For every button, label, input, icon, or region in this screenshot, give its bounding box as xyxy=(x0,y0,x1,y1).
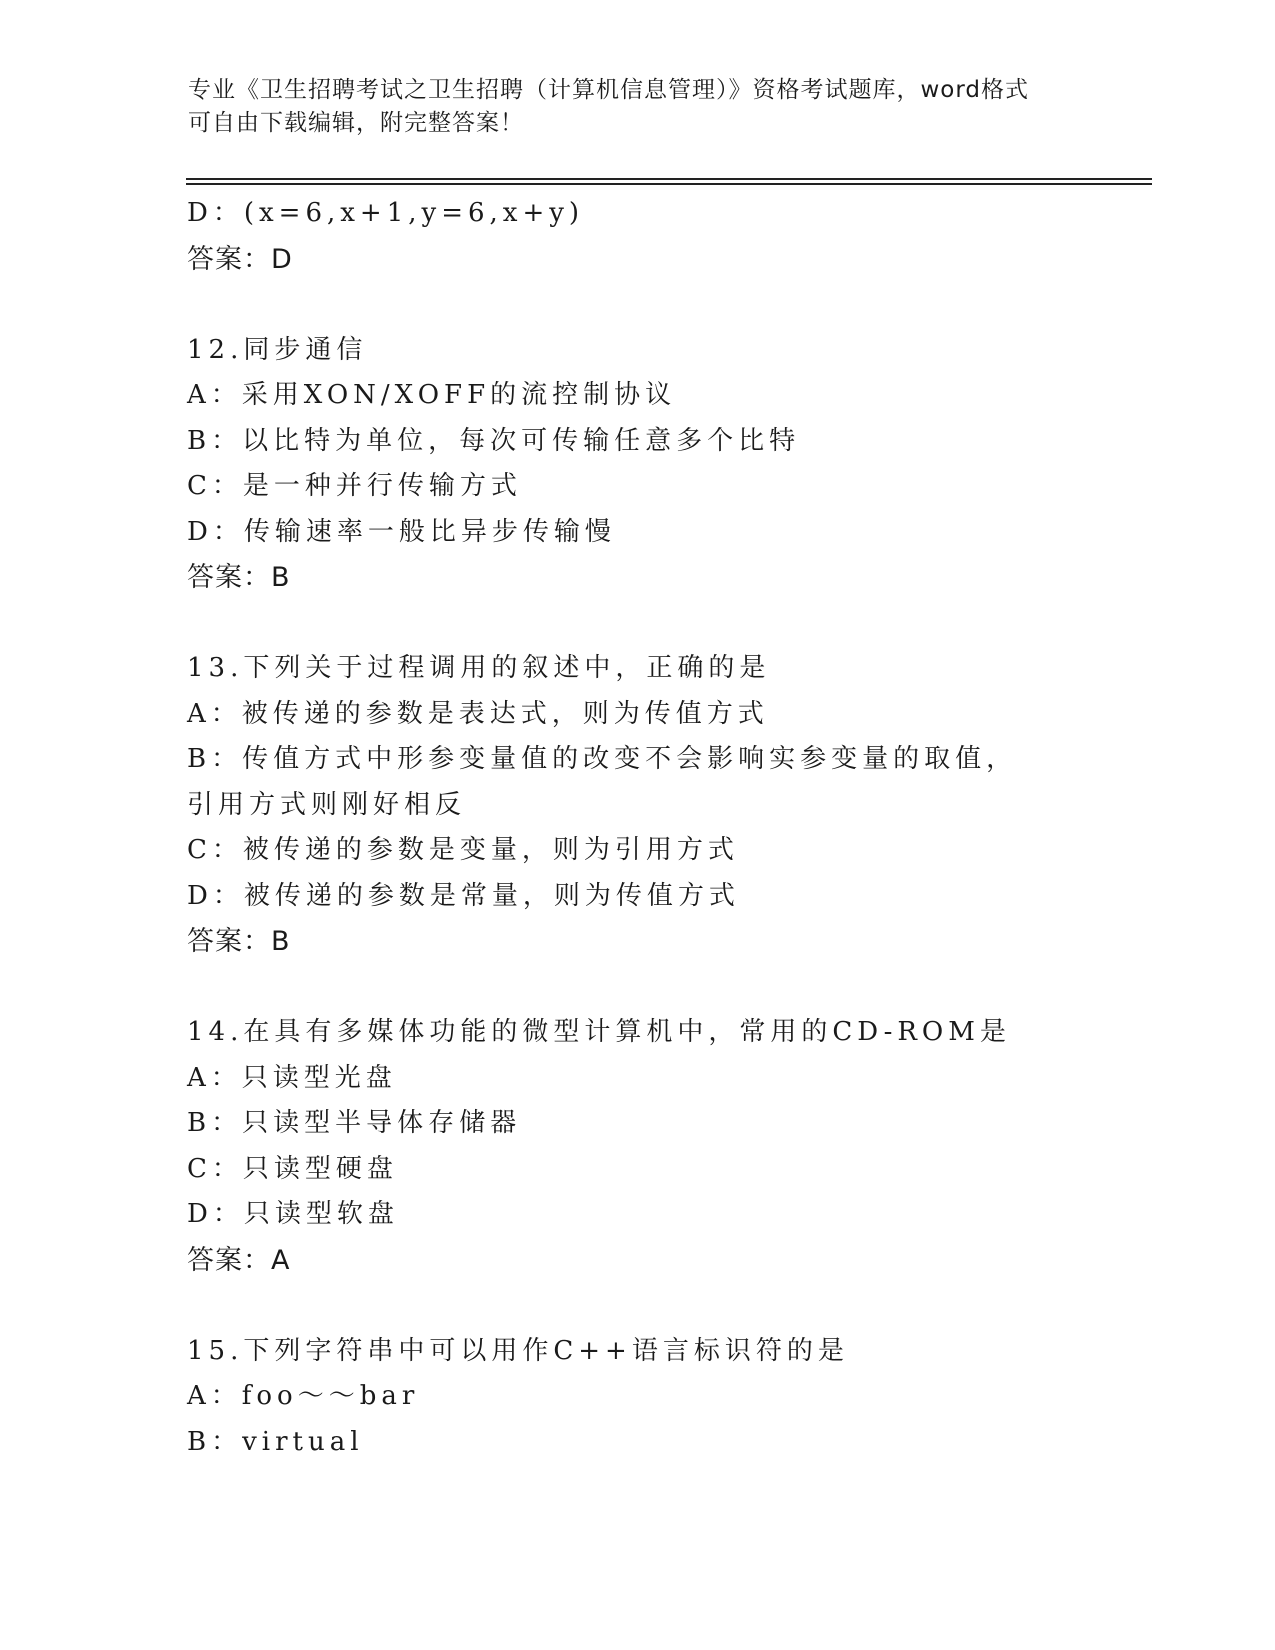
question-11-continued xyxy=(187,191,1087,282)
document-body xyxy=(187,191,1087,1465)
option-c: C：被传递的参数是变量，则为引用方式 xyxy=(187,835,739,865)
option-c: C：是一种并行传输方式 xyxy=(187,471,522,501)
header-line-2: 可自由下载编辑，附完整答案！ xyxy=(188,110,524,136)
question-title: 15.下列字符串中可以用作C++语言标识符的是 xyxy=(187,1335,849,1366)
answer: 答案：D xyxy=(187,243,293,275)
question-title: 14.在具有多媒体功能的微型计算机中，常用的CD-ROM是 xyxy=(187,1017,1011,1047)
option-a: A：采用XON/XOFF的流控制协议 xyxy=(187,380,677,410)
option-c: C：只读型硬盘 xyxy=(187,1153,398,1184)
question-title: 13.下列关于过程调用的叙述中，正确的是 xyxy=(187,653,771,683)
option-a: A：只读型光盘 xyxy=(187,1062,397,1093)
option-b: B：传值方式中形参变量值的改变不会影响实参变量的取值，引用方式则刚好相反 xyxy=(187,744,1018,820)
answer: 答案：A xyxy=(187,1244,291,1276)
option-a: A：foo～～bar xyxy=(187,1381,420,1411)
question-15 xyxy=(187,1329,1087,1466)
option-a: A：被传递的参数是表达式，则为传值方式 xyxy=(187,698,769,729)
document-header xyxy=(188,74,1088,140)
option-b: B：只读型半导体存储器 xyxy=(187,1108,522,1138)
question-12 xyxy=(187,328,1087,601)
question-title: 12.同步通信 xyxy=(187,334,368,365)
option-b: B：virtual xyxy=(187,1426,364,1457)
option-b: B：以比特为单位，每次可传输任意多个比特 xyxy=(187,425,801,456)
answer: 答案：B xyxy=(187,926,291,957)
option-d: D：(x=6,x+1,y=6,x+y) xyxy=(187,198,585,228)
option-d: D：被传递的参数是常量，则为传值方式 xyxy=(187,880,740,911)
answer: 答案：B xyxy=(187,562,291,593)
question-13 xyxy=(187,646,1087,965)
header-divider-top xyxy=(186,178,1152,180)
header-line-1: 专业《卫生招聘考试之卫生招聘（计算机信息管理）》资格考试题库，word格式 xyxy=(188,77,1030,103)
question-14 xyxy=(187,1010,1087,1283)
option-d: D：传输速率一般比异步传输慢 xyxy=(187,516,616,547)
option-d: D：只读型软盘 xyxy=(187,1199,399,1229)
header-divider-bottom xyxy=(186,183,1152,185)
